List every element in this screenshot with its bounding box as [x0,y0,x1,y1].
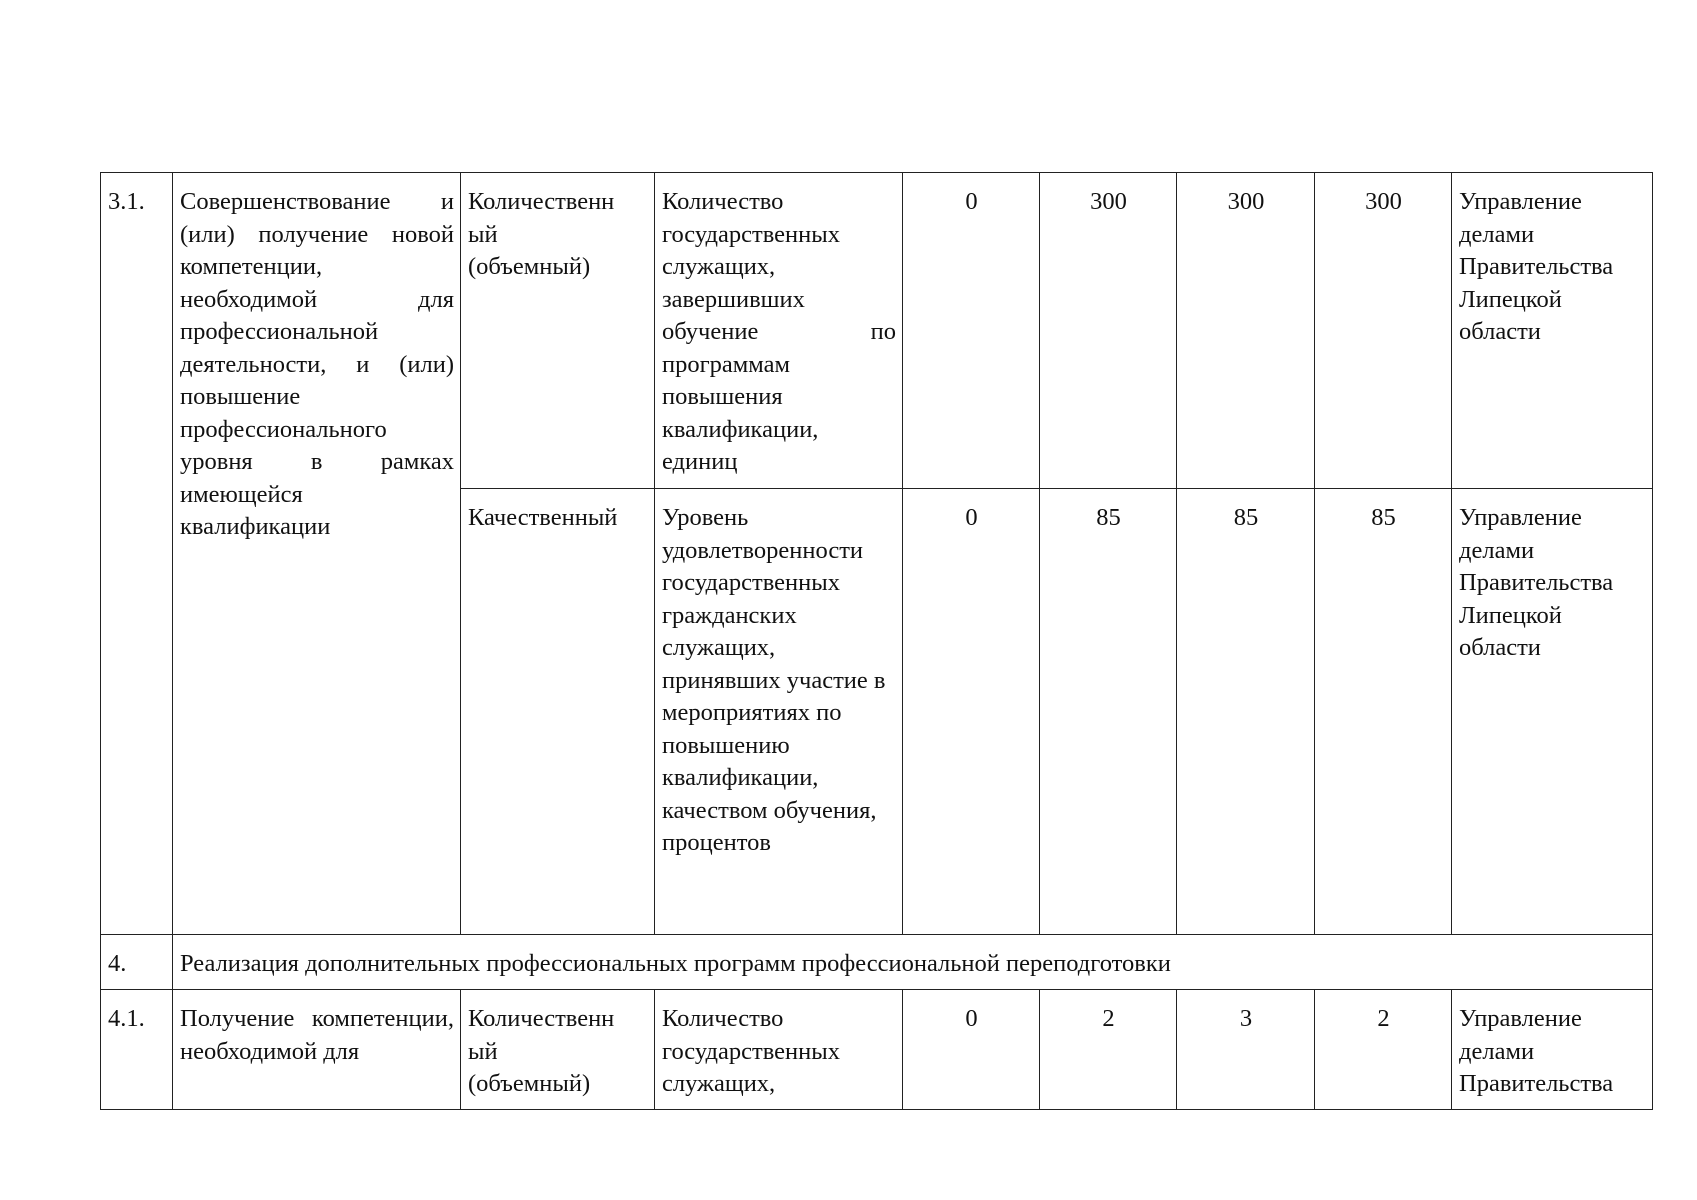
value-text: 2 [1102,1005,1115,1032]
value-cell [1315,173,1452,489]
row-number [101,935,173,990]
indicator-type-text: Количественн ый (объемный) [468,1005,615,1097]
value-text: 300 [1090,188,1127,215]
responsible-cell [1452,990,1653,1110]
value-text: 0 [965,504,978,531]
responsible-cell [1452,173,1653,489]
value-cell [1177,173,1315,489]
value-cell [1040,173,1177,489]
value-text: 85 [1096,504,1121,531]
table-row [101,990,1653,1110]
value-text: 85 [1233,504,1259,531]
indicator-description-text: Уровень удовлетворенности государственных гражданских служащих, принявших участие в мероприятиях по повышению квалификации, качеством обучения, процентов [662,504,886,856]
measure-name-text: Совершенствование и (или) получение новой компетенции, необходимой для профессиональной деятельности, и (или) повышение профессионального уровня в рамках имеющейся квалификации [180,188,454,540]
document-table [100,172,1653,1110]
indicator-description-text: Количество государственных служащих, [662,1005,840,1097]
responsible-text: Управление делами Правительства Липецкой области [1459,504,1614,661]
indicator-description [655,990,903,1110]
value-cell [903,489,1040,935]
responsible-text: Управление делами Правительства [1459,1005,1614,1097]
value-cell [1040,489,1177,935]
value-cell [1177,489,1315,935]
value-text: 300 [1365,188,1402,215]
indicator-type-text: Количественн ый (объемный) [468,188,615,280]
measure-name [173,990,461,1110]
section-title [173,935,1653,990]
row-number [101,990,173,1110]
indicator-type [461,990,655,1110]
value-text: 2 [1377,1005,1390,1032]
row-number-text: 4. [108,950,127,977]
section-title-text: Реализация дополнительных профессиональных программ профессиональной переподготовки [180,950,1171,977]
value-cell [1315,990,1452,1110]
measure-name [173,173,461,935]
row-number-text: 3.1. [108,188,145,215]
indicator-description [655,173,903,489]
value-cell [903,990,1040,1110]
responsible-cell [1452,489,1653,935]
value-text: 3 [1239,1005,1253,1032]
row-number-text: 4.1. [108,1005,145,1032]
measure-name-text: Получение компетенции, необходимой для [180,1005,454,1065]
value-cell [1315,489,1452,935]
indicator-type [461,489,655,935]
value-cell [1177,990,1315,1110]
value-text: 85 [1371,504,1396,531]
value-cell [1040,990,1177,1110]
value-text: 0 [965,1005,978,1032]
responsible-text: Управление делами Правительства Липецкой области [1459,188,1614,345]
indicator-type-text: Качественный [468,504,618,531]
indicator-type [461,173,655,489]
row-number [101,173,173,935]
table-row [101,173,1653,489]
value-cell [903,173,1040,489]
indicator-description-text: Количество государственных служащих, завершивших обучение по программам повышения квалификации, единиц [662,188,896,475]
value-text: 0 [965,188,978,215]
indicator-description [655,489,903,935]
value-text: 300 [1227,188,1265,215]
section-row [101,935,1653,990]
